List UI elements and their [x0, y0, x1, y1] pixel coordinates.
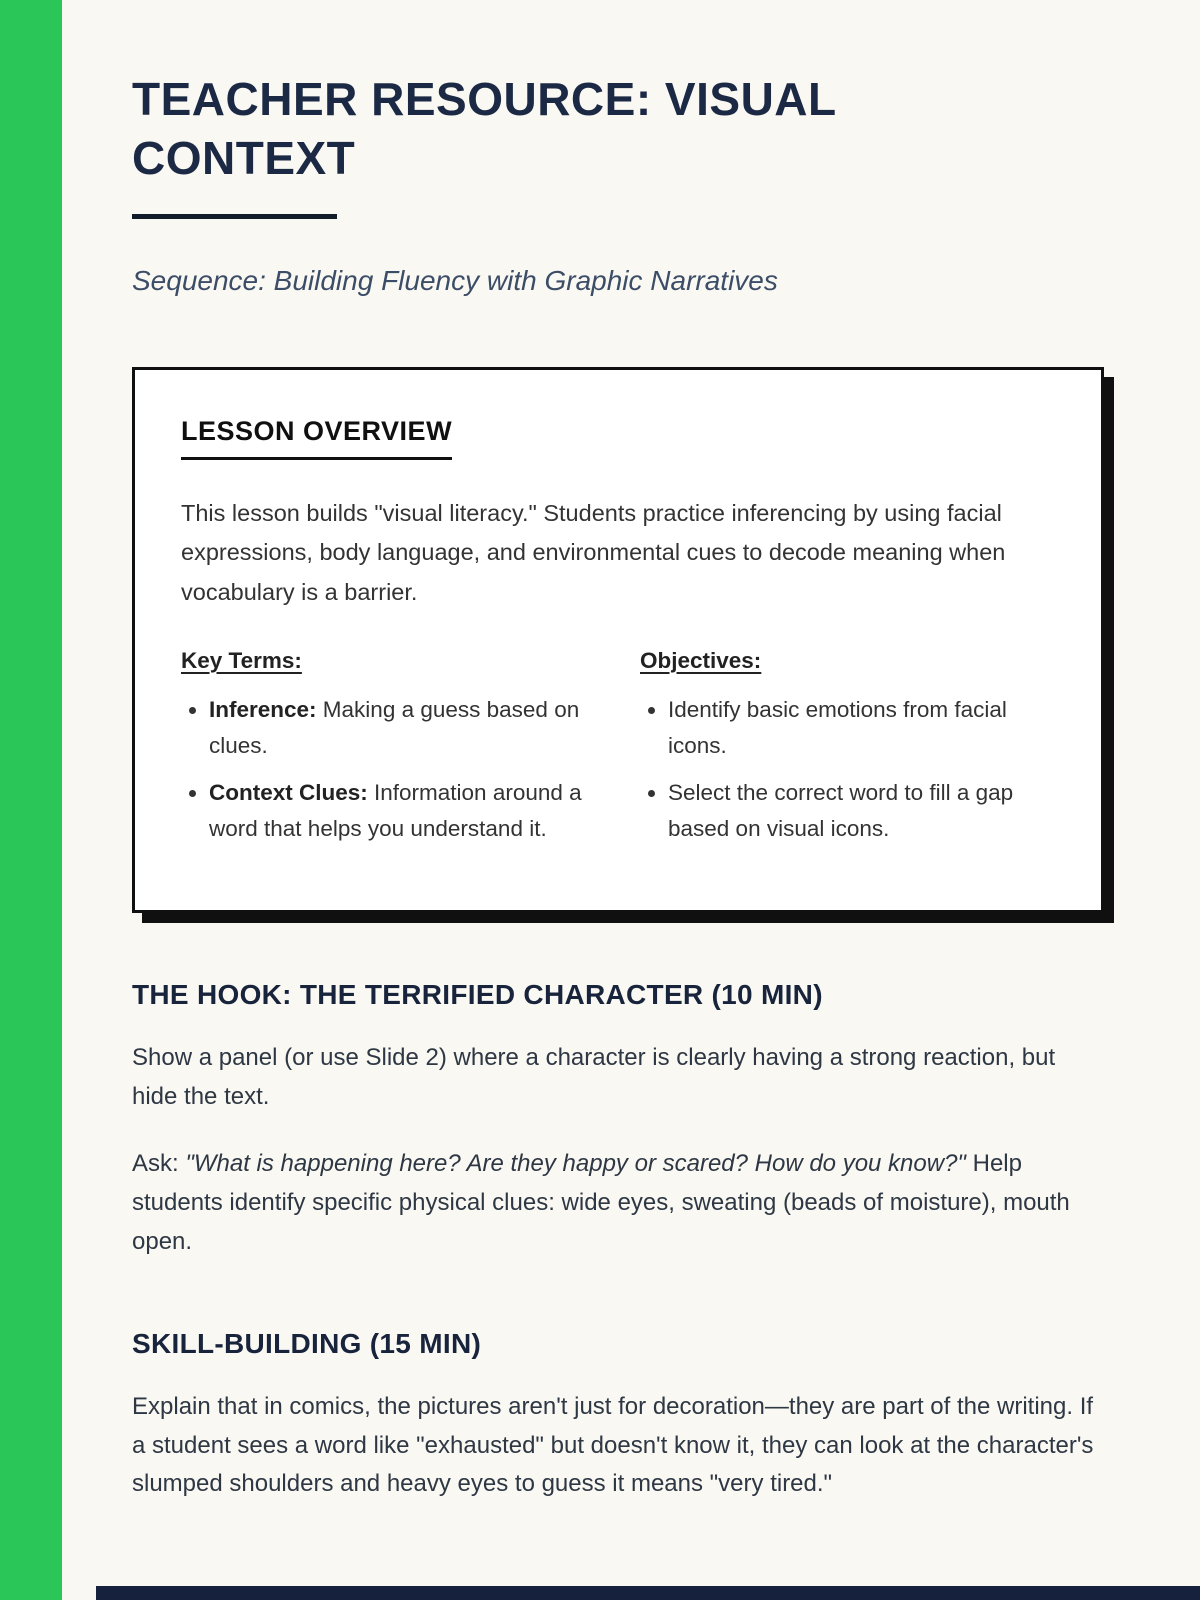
term-desc: Making a guess based on clues.	[209, 697, 580, 758]
overview-heading: LESSON OVERVIEW	[181, 416, 452, 460]
objectives-column	[640, 648, 1053, 858]
ask-rest: Help students identify specific physical clues: wide eyes, sweating (beads of moisture), mouth open.	[132, 1150, 1070, 1255]
lesson-overview-box	[132, 367, 1104, 914]
key-terms-heading: Key Terms:	[181, 648, 302, 674]
page-subtitle: Sequence: Building Fluency with Graphic Narratives	[132, 264, 778, 296]
footer-bar	[96, 1586, 1200, 1600]
skill-section-heading: SKILL-BUILDING (15 MIN)	[132, 1327, 482, 1359]
hook-section-heading: THE HOOK: THE TERRIFIED CHARACTER (10 MIN)	[132, 979, 823, 1011]
list-item	[209, 775, 594, 846]
objectives-list	[640, 692, 1053, 846]
objectives-heading: Objectives:	[640, 648, 762, 674]
ask-prefix: Ask:	[132, 1150, 186, 1178]
title-underline	[132, 214, 337, 219]
list-item: • Identify basic emotions from facial icons.	[668, 692, 1053, 763]
key-terms-column	[181, 648, 594, 858]
list-item	[209, 692, 594, 763]
term-label: Inference:	[209, 697, 317, 723]
list-item: • Select the correct word to fill a gap based on visual icons.	[668, 775, 1053, 846]
term-desc: Information around a word that helps you understand it.	[209, 780, 582, 841]
term-label: Context Clues:	[209, 780, 368, 806]
key-terms-list	[181, 692, 594, 846]
hook-paragraph-2	[132, 1145, 1104, 1262]
overview-body: This lesson builds "visual literacy." Students practice inferencing by using facial expressions, body language, and environmental cues to decode meaning when vocabulary is a barrier.	[181, 499, 1006, 605]
ask-quote: "What is happening here? Are they happy or scared? How do you know?"	[185, 1150, 973, 1178]
hook-paragraph-1: Show a panel (or use Slide 2) where a character is clearly having a strong reaction, but hide the text.	[132, 1044, 1056, 1111]
skill-paragraph-1: Explain that in comics, the pictures aren't just for decoration—they are part of the writing. If a student sees a word like "exhausted" but doesn't know it, they can look at the character's slumped shoulders and heavy eyes to guess it means "very tired."	[132, 1392, 1094, 1498]
page-title: TEACHER RESOURCE: VISUAL CONTEXT	[132, 73, 836, 184]
overview-columns	[181, 648, 1053, 858]
